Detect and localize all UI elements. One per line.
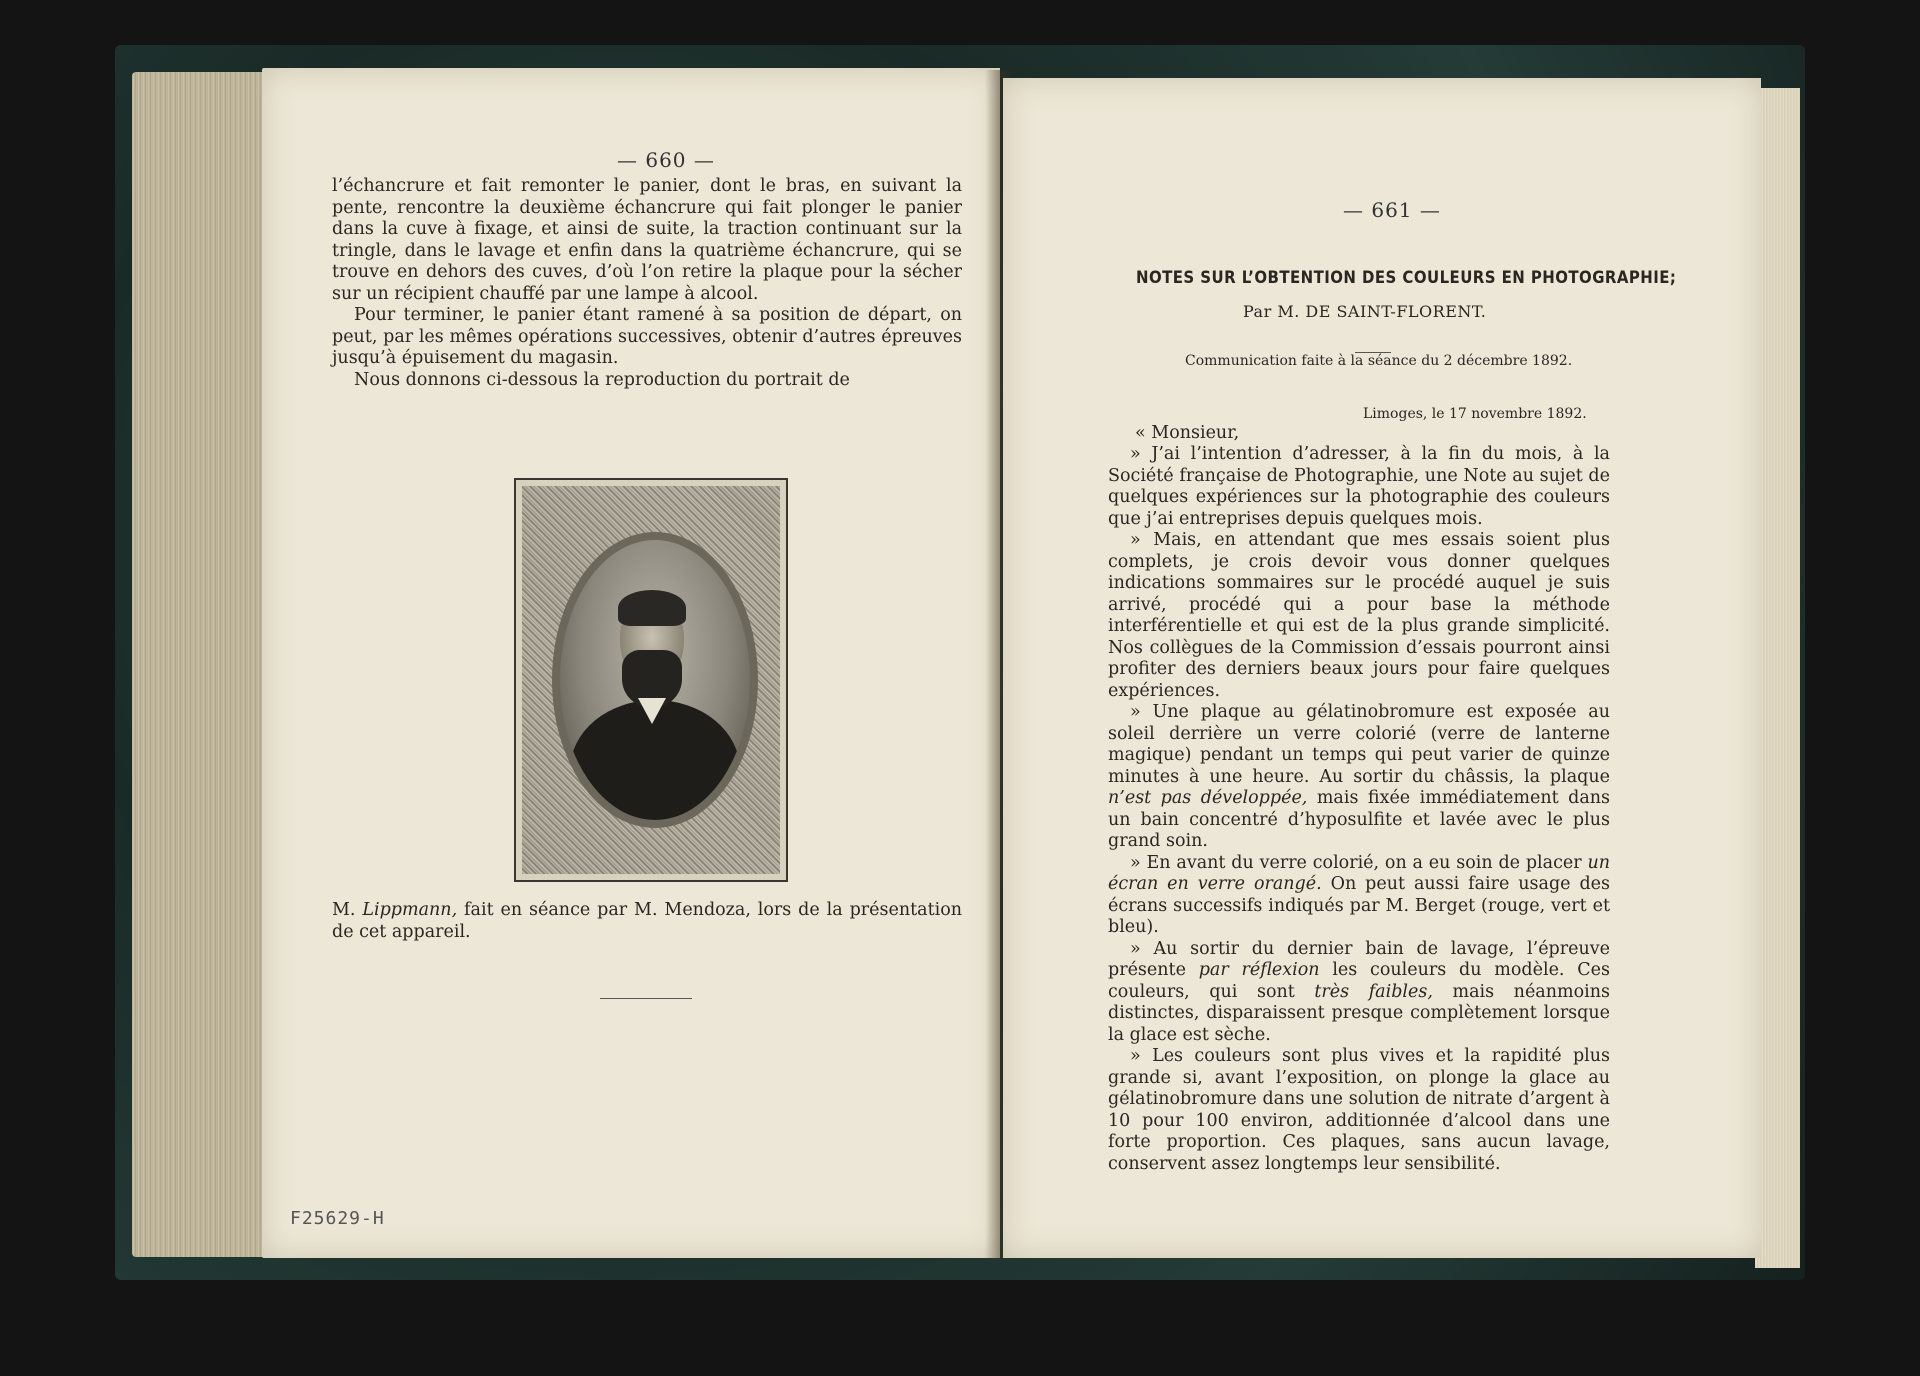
portrait-caption: M. Lippmann, fait en séance par M. Mendoza, lors de la présentation de cet appareil. (332, 900, 963, 942)
right-paragraph-3: » Une plaque au gélatinobromure est exposée au soleil derrière un verre colorié (verre de lanterne magique) pendant un temps qui peut varier de quinze minutes à une heure. Au sortir du châssis, la plaque n’est pas développée, mais fixée immédiatement dans un bain concentré d’hyposulfite et lavée avec le plus grand soin. (1108, 702, 1611, 851)
left-paragraph-2: Pour terminer, le panier étant ramené à sa position de départ, on peut, par les mêmes opérations successives, obtenir d’autres épreuves jusqu’à épuisement du magasin. (332, 305, 962, 368)
page-edges-left (132, 72, 272, 1257)
right-paragraph-5: » Au sortir du dernier bain de lavage, l’épreuve présente par réflexion les couleurs du modèle. Ces couleurs, qui sont très faibles, mais néanmoins distinctes, disparaissent presque complètement lorsque la glace est sèche. (1108, 938, 1611, 1045)
right-paragraph-1: » J’ai l’intention d’adresser, à la fin du mois, à la Société française de Photographie, une Note au sujet de quelques expériences sur la photographie des couleurs que j’ai entreprises depuis quelques mois. (1108, 444, 1610, 529)
left-page-number: — 660 — (617, 148, 715, 172)
left-paragraph-3: Nous donnons ci-dessous la reproduction du portrait de (354, 369, 850, 390)
page-edges-right (1755, 88, 1800, 1268)
caption-name: Lippmann, (362, 900, 458, 920)
salutation: « Monsieur, (1135, 423, 1240, 443)
communication-note: Communication faite à la séance du 2 décembre 1892. (1185, 353, 1573, 369)
lippmann-portrait (514, 478, 788, 882)
left-paragraph-1: l’échancrure et fait remonter le panier, dont le bras, en suivant la pente, rencontre la deuxième échancrure qui fait plonger le panier dans la cuve à fixage, et ainsi de suite, la traction continuant sur la tringle, dans le lavage et enfin dans la quatrième échancrure, qui se trouve en dehors des cuves, d’où l’on retire la plaque pour la sécher sur un récipient chauffé par une lampe à alcool. (332, 176, 962, 304)
article-author: Par M. DE SAINT-FLORENT. (1243, 302, 1487, 321)
article-title: NOTES SUR L’OBTENTION DES COULEURS EN PHOTOGRAPHIE; (1136, 268, 1677, 288)
section-rule (600, 998, 692, 999)
portrait-oval (552, 532, 758, 828)
right-page-number: — 661 — (1343, 198, 1441, 222)
left-text-top (332, 176, 962, 391)
left-page (262, 68, 1000, 1258)
right-paragraph-6: » Les couleurs sont plus vives et la rapidité plus grande si, avant l’exposition, on plonge la glace au gélatinobromure dans une solution de nitrate d’argent à 10 pour 100 environ, additionnée d’alcool dans une forte proportion. Ces plaques, sans aucun lavage, conservent assez longtemps leur sensibilité. (1108, 1046, 1610, 1174)
right-paragraph-2: » Mais, en attendant que mes essais soient plus complets, je crois devoir vous donner quelques indications sommaires sur le procédé auquel je suis arrivé, procédé qui a pour base la méthode interférentielle et qui est de la plus grande simplicité. Nos collègues de la Commission d’essais pourront ainsi profiter des derniers beaux jours pour faire quelques expériences. (1108, 530, 1610, 701)
right-body (1108, 444, 1610, 1175)
right-paragraph-4: » En avant du verre colorié, on a eu soin de placer un écran en verre orangé. On peut aussi faire usage des écrans successifs indiqués par M. Berget (rouge, vert et bleu). (1108, 852, 1610, 937)
library-stamp: F25629-H (290, 1208, 385, 1229)
dateline: Limoges, le 17 novembre 1892. (1363, 406, 1587, 422)
right-page (1003, 78, 1761, 1258)
